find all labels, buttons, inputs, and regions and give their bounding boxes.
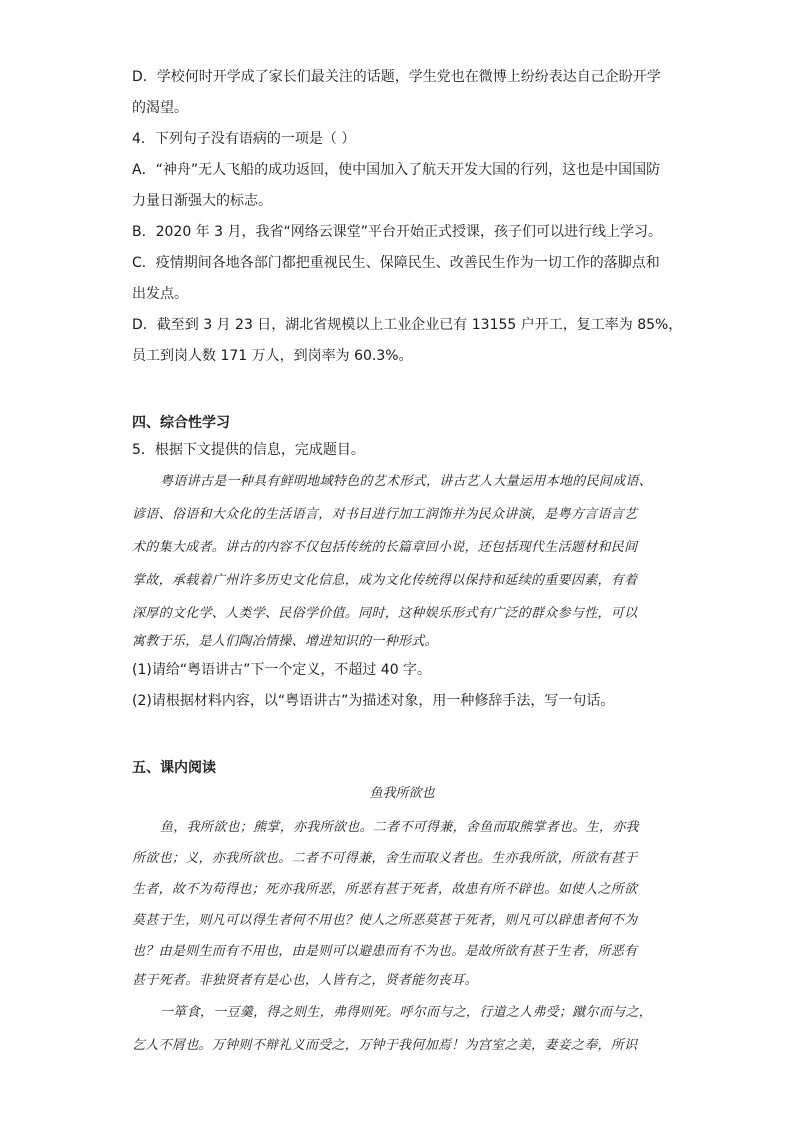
passage-line: 谚语、俗语和大众化的生活语言，对书目进行加工润饰并为民众讲演，是粤方言语言艺 (132, 507, 638, 522)
q3-option-d-line2: 的渴望。 (132, 100, 188, 116)
passage-line: 也？由是则生而有不用也，由是则可以避患而有不为也。是故所欲有甚于生者，所恶有 (132, 944, 638, 959)
passage-line: 掌故，承载着广州许多历史文化信息，成为文化传统得以保持和延续的重要因素，有着 (132, 573, 638, 588)
q4-option-c-line2: 出发点。 (132, 286, 188, 302)
passage-line: 鱼，我所欲也；熊掌，亦我所欲也。二者不可得兼，舍鱼而取熊掌者也。生，亦我 (160, 820, 639, 835)
passage-title: 鱼我所欲也 (369, 786, 435, 801)
section4-heading: 四、综合性学习 (132, 415, 230, 431)
q4-option-c-line1: C．疫情期间各地各部门都把重视民生、保障民生、改善民生作为一切工作的落脚点和 (132, 255, 660, 271)
q4-stem: 4．下列句子没有语病的一项是（ ） (132, 131, 356, 147)
q5-sub1: (1)请给“粤语讲古”下一个定义，不超过 40 字。 (132, 662, 432, 678)
q5-sub2: (2)请根据材料内容，以“粤语讲古”为描述对象，用一种修辞手法，写一句话。 (132, 693, 615, 709)
passage-line: 深厚的文化学、人类学、民俗学价值。同时，这种娱乐形式有广泛的群众参与性，可以 (132, 606, 638, 621)
passage-line: 莫甚于生，则凡可以得生者何不用也？使人之所恶莫甚于死者，则凡可以辟患者何不为 (132, 913, 638, 928)
passage-line: 乞人不屑也。万钟则不辩礼义而受之，万钟于我何加焉！为宫室之美，妻妾之奉，所识 (132, 1038, 638, 1053)
passage-line: 术的集大成者。讲古的内容不仅包括传统的长篇章回小说，还包括现代生活题材和民间 (132, 540, 638, 555)
q3-option-d-line1: D．学校何时开学成了家长们最关注的话题，学生党也在微博上纷纷表达自己企盼开学 (132, 69, 661, 85)
passage-line: 粤语讲古是一种具有鲜明地域特色的艺术形式，讲古艺人大量运用本地的民间成语、 (160, 474, 653, 489)
q5-stem: 5．根据下文提供的信息，完成题目。 (132, 442, 365, 458)
q4-option-a-line1: A．“神舟”无人飞船的成功返回，使中国加入了航天开发大国的行列，这也是中国国防 (132, 162, 661, 178)
passage-line: 一箪食，一豆羹，得之则生，弗得则死。呼尔而与之，行道之人弗受；蹴尔而与之， (160, 1005, 653, 1020)
q4-option-b-line1: B．2020 年 3 月，我省“网络云课堂”平台开始正式授课，孩子们可以进行线上学习。 (132, 224, 662, 240)
passage-line: 生者，故不为苟得也；死亦我所恶，所恶有甚于死者，故患有所不辟也。如使人之所欲 (132, 882, 638, 897)
passage-line: 甚于死者。非独贤者有是心也，人皆有之，贤者能勿丧耳。 (132, 973, 478, 988)
passage-line: 寓教于乐，是人们陶冶情操、增进知识的一种形式。 (132, 634, 438, 649)
q4-option-a-line2: 力量日渐强大的标志。 (132, 193, 272, 209)
section5-heading: 五、课内阅读 (132, 760, 216, 776)
q4-option-d-line1: D．截至到 3 月 23 日，湖北省规模以上工业企业已有 13155 户开工，复工率为 85%， (132, 317, 683, 333)
passage-line: 所欲也；义，亦我所欲也。二者不可得兼，舍生而取义者也。生亦我所欲，所欲有甚于 (132, 851, 638, 866)
q4-option-d-line2: 员工到岗人数 171 万人，到岗率为 60.3%。 (132, 348, 413, 364)
